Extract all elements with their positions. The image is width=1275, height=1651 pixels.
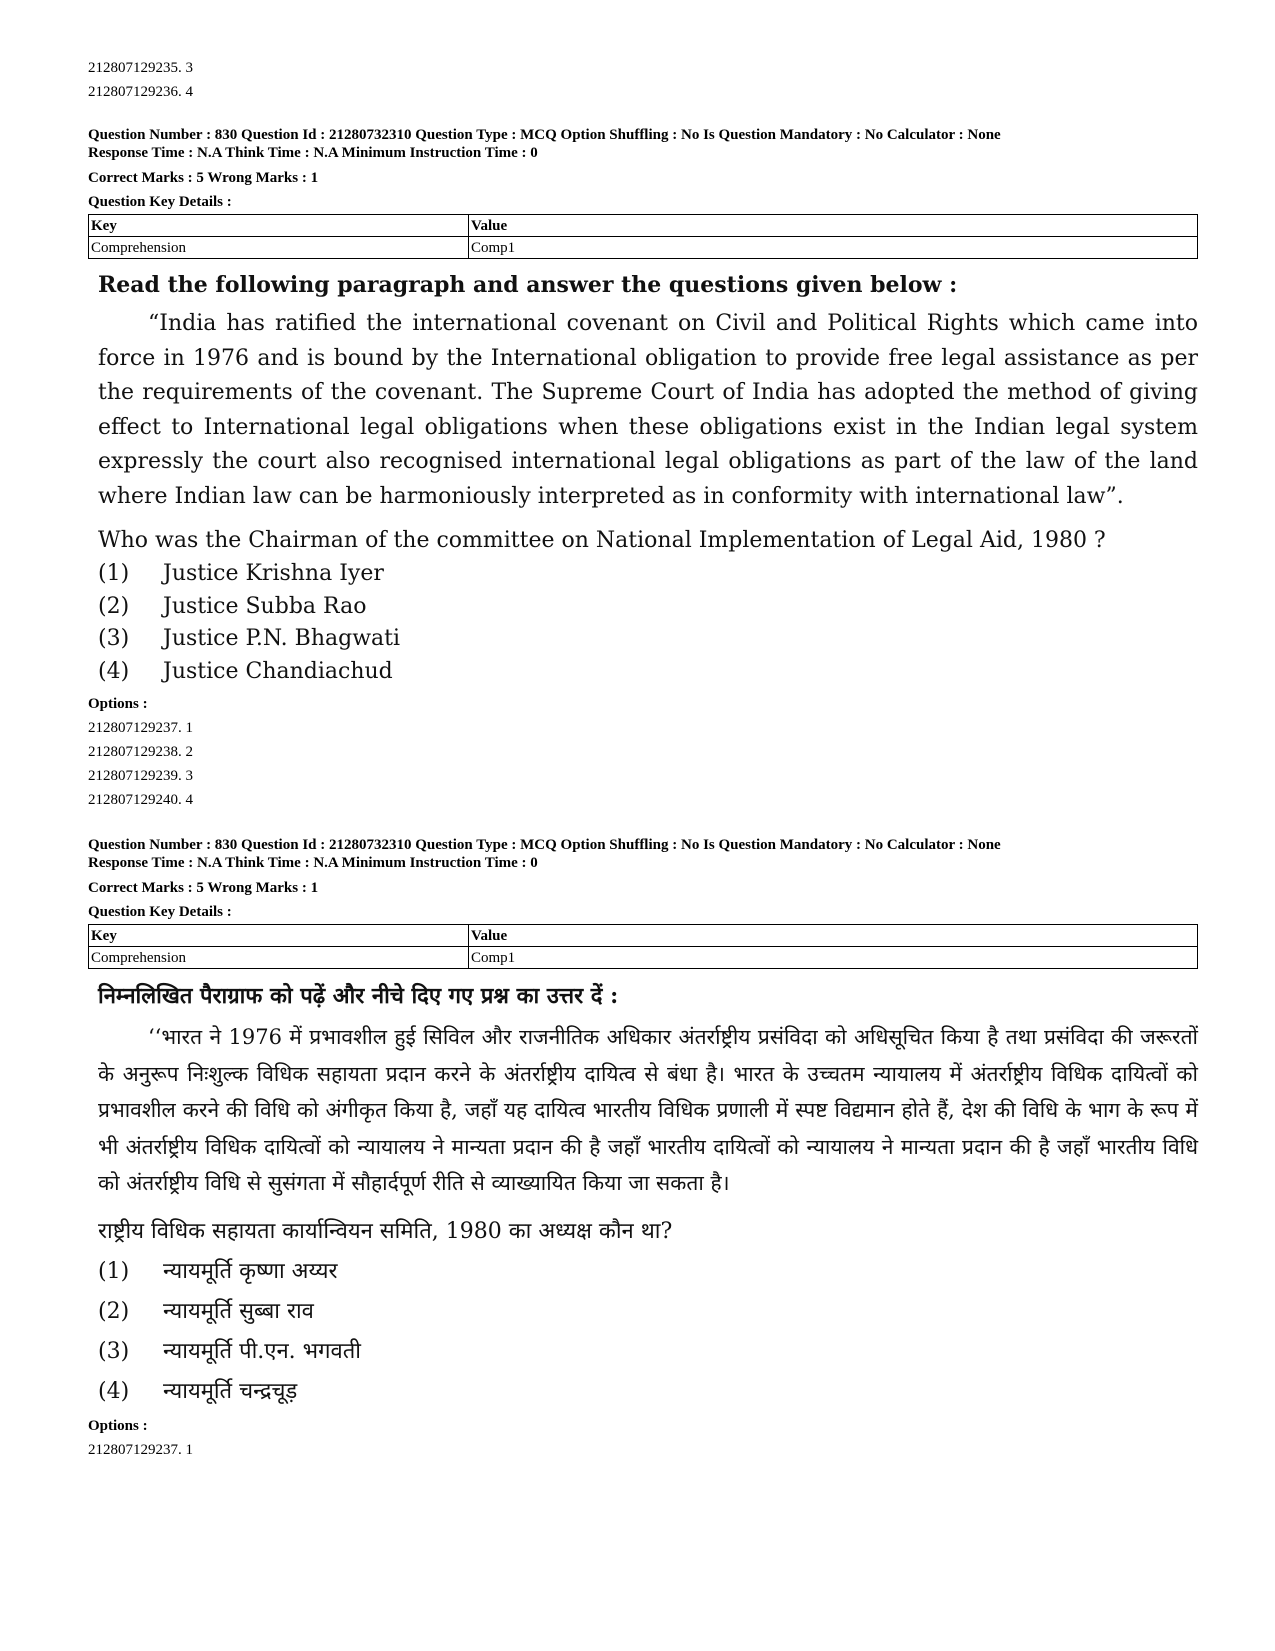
choice-text: न्यायमूर्ति पी.एन. भगवती: [163, 1338, 361, 1364]
choice-number: (1): [98, 561, 130, 586]
choice-number: (3): [98, 1338, 130, 1364]
table-header-key: Key: [89, 215, 469, 237]
option-id-line: 212807129237. 1: [88, 1441, 193, 1458]
choice-item: [98, 591, 1198, 624]
table-cell-key: Comprehension: [89, 237, 469, 259]
choice-item: [98, 1372, 1198, 1412]
choice-number: (2): [98, 593, 130, 619]
question-meta-line1: Question Number : 830 Question Id : 21280732310 Question Type : MCQ Option Shuffling : No Is Question Mandatory : No Calculator : None: [88, 837, 1001, 853]
option-id-line: 212807129237. 1: [88, 720, 193, 736]
choice-number: (3): [98, 626, 130, 651]
key-details-label: Question Key Details :: [88, 904, 232, 920]
choice-text: Justice Subba Rao: [163, 593, 367, 619]
passage-paragraph: [98, 307, 1198, 514]
table-header-row: [89, 925, 1198, 947]
table-header-row: [89, 215, 1198, 237]
table-header-key: Key: [89, 925, 469, 947]
question-meta-line2: Response Time : N.A Think Time : N.A Minimum Instruction Time : 0: [88, 145, 538, 161]
question-image-hindi: [88, 977, 1198, 1412]
key-details-label: Question Key Details :: [88, 194, 232, 210]
option-id-line: 212807129236. 4: [88, 84, 193, 100]
choice-number: (4): [98, 1378, 130, 1404]
passage-heading: निम्नलिखित पैराग्राफ को पढ़ें और नीचे दिए गए प्रश्न का उत्तर दें :: [98, 983, 619, 1009]
table-header-value: Value: [469, 215, 1198, 237]
option-id-line: 212807129239. 3: [88, 768, 193, 784]
question-block-english: [88, 126, 1198, 812]
choice-item: [98, 1292, 1198, 1332]
choice-text: Justice Krishna Iyer: [163, 561, 384, 586]
key-details-table: [88, 924, 1198, 969]
passage-heading: Read the following paragraph and answer the questions given below :: [98, 272, 958, 298]
question-meta-line2: Response Time : N.A Think Time : N.A Minimum Instruction Time : 0: [88, 855, 538, 871]
choice-text: Justice P.N. Bhagwati: [163, 626, 401, 651]
passage-text: ‘‘भारत ने 1976 में प्रभावशील हुई सिविल और राजनीतिक अधिकार अंतर्राष्ट्रीय प्रसंविदा को अधिसूचित किया है तथा प्रसंविदा की जरूरतों के अनुरूप निःशुल्क विधिक सहायता प्रदान करने के अंतर्राष्ट्रीय दायित्व से बंधा है। भारत के उच्चतम न्यायालय में अंतर्राष्ट्रीय विधिक दायित्वों को प्रभावशील करने की विधि को अंगीकृत किया है, जहाँ यह दायित्व भारतीय विधिक प्रणाली में स्पष्ट विद्यमान होते हैं, देश की विधि के भाग के रूप में भी अंतर्राष्ट्रीय विधिक दायित्वों को न्यायालय ने मान्यता प्रदान की है जहाँ भारतीय दायित्वों को न्यायालय ने मान्यता प्रदान की है जहाँ भारतीय विधि को अंतर्राष्ट्रीय विधि से सुसंगता में सौहार्दपूर्ण रीति से व्याख्यायित किया जा सकता है।: [98, 1025, 1198, 1195]
choice-text: न्यायमूर्ति सुब्बा राव: [163, 1298, 314, 1324]
document-page: [88, 0, 1198, 1462]
option-id-line: 212807129240. 4: [88, 792, 193, 808]
option-id-line: 212807129235. 3: [88, 60, 193, 76]
table-row: [89, 947, 1198, 969]
table-cell-value: Comp1: [469, 237, 1198, 259]
table-cell-key: Comprehension: [89, 947, 469, 969]
options-label: Options :: [88, 696, 148, 712]
passage-text: “India has ratified the international covenant on Civil and Political Rights which came into force in 1976 and is bound by the International obligation to provide free legal assistance as per the requirements of the covenant. The Supreme Court of India has adopted the method of giving effect to International legal obligations when these obligations exist in the Indian legal system expressly the court also recognised international legal obligations as part of the law of the land where Indian law can be harmoniously interpreted as in conformity with international law”.: [98, 311, 1198, 509]
question-text: राष्ट्रीय विधिक सहायता कार्यान्वियन समिति, 1980 का अध्यक्ष कौन था?: [98, 1218, 673, 1244]
choice-item: [98, 1252, 1198, 1292]
choice-item: [98, 1332, 1198, 1372]
choice-item: [98, 656, 1198, 689]
choice-text: Justice Chandiachud: [163, 658, 393, 684]
choice-number: (4): [98, 658, 130, 684]
choice-number: (1): [98, 1258, 130, 1284]
table-header-value: Value: [469, 925, 1198, 947]
table-row: [89, 237, 1198, 259]
question-block-hindi: [88, 836, 1198, 1462]
options-label: Options :: [88, 1417, 148, 1434]
choice-number: (2): [98, 1298, 130, 1324]
marks-line: Correct Marks : 5 Wrong Marks : 1: [88, 170, 319, 186]
choice-text: न्यायमूर्ति कृष्णा अय्यर: [163, 1258, 338, 1284]
option-id-line: 212807129238. 2: [88, 744, 193, 760]
choice-item: [98, 558, 1198, 591]
passage-paragraph: [98, 1019, 1198, 1202]
choice-item: [98, 623, 1198, 656]
question-meta-line1: Question Number : 830 Question Id : 21280732310 Question Type : MCQ Option Shuffling : No Is Question Mandatory : No Calculator : None: [88, 127, 1001, 143]
table-cell-value: Comp1: [469, 947, 1198, 969]
question-image-english: [88, 267, 1198, 688]
key-details-table: [88, 214, 1198, 259]
marks-line: Correct Marks : 5 Wrong Marks : 1: [88, 880, 319, 896]
choice-text: न्यायमूर्ति चन्द्रचूड़: [163, 1378, 298, 1404]
question-text: Who was the Chairman of the committee on National Implementation of Legal Aid, 1980 ?: [98, 528, 1106, 553]
